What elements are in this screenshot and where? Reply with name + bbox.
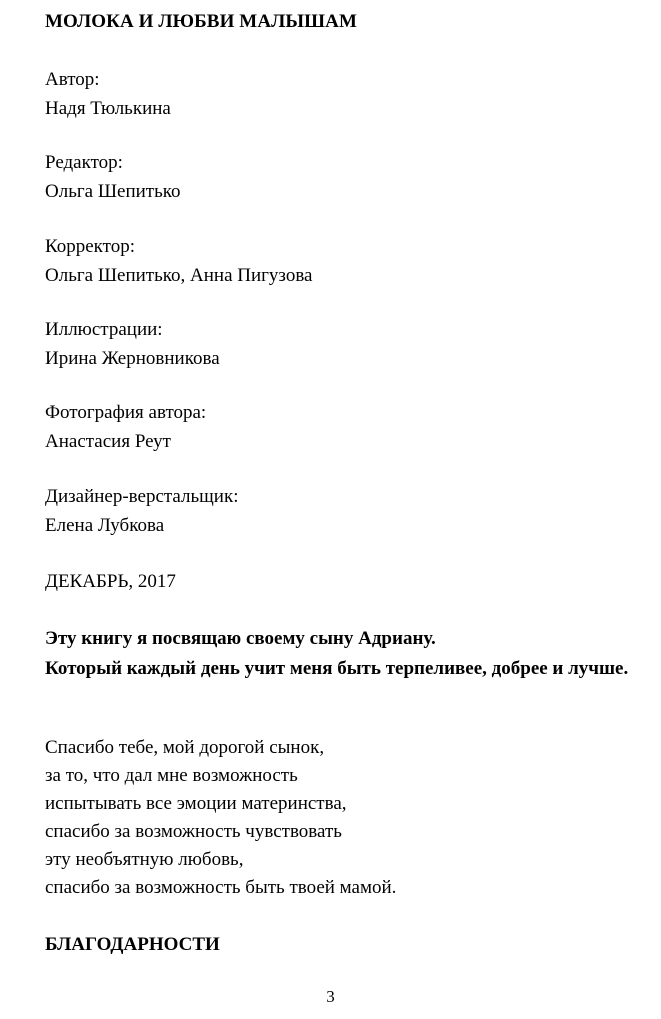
dedication — [14, 624, 654, 684]
book-title: МОЛОКА И ЛЮБВИ МАЛЫШАМ — [45, 11, 357, 32]
credit-label: Дизайнер-верстальщик: — [45, 486, 239, 507]
dedication-line: Который каждый день учит меня быть терпеливее, добрее и лучше. — [45, 658, 629, 679]
page-number: 3 — [326, 987, 335, 1006]
credit-value: Ольга Шепитько — [45, 181, 181, 202]
publication-date: ДЕКАБРЬ, 2017 — [45, 571, 176, 592]
credit-label: Автор: — [45, 69, 100, 90]
poem-line: за то, что дал мне возможность — [45, 765, 298, 786]
poem-line: эту необъятную любовь, — [45, 849, 244, 870]
credit-author — [45, 65, 171, 123]
poem — [45, 734, 396, 902]
credit-value: Елена Лубкова — [45, 515, 165, 536]
poem-line: испытывать все эмоции материнства, — [45, 793, 347, 814]
credit-value: Ольга Шепитько, Анна Пигузова — [45, 265, 313, 286]
credit-label: Фотография автора: — [45, 402, 207, 423]
credit-value: Ирина Жерновникова — [45, 348, 220, 369]
credit-designer — [45, 482, 238, 540]
credit-label: Корректор: — [45, 236, 135, 257]
credit-label: Иллюстрации: — [45, 319, 163, 340]
credit-photo — [45, 398, 206, 456]
section-heading: БЛАГОДАРНОСТИ — [45, 934, 220, 955]
credit-value: Надя Тюлькина — [45, 98, 171, 119]
credit-proofreader — [45, 232, 312, 290]
credit-editor — [45, 148, 181, 206]
poem-line: спасибо за возможность чувствовать — [45, 821, 342, 842]
poem-line: Спасибо тебе, мой дорогой сынок, — [45, 737, 325, 758]
poem-line: спасибо за возможность быть твоей мамой. — [45, 877, 397, 898]
credit-value: Анастасия Реут — [45, 431, 171, 452]
credit-label: Редактор: — [45, 152, 123, 173]
credit-illustrations — [45, 315, 220, 373]
dedication-line: Эту книгу я посвящаю своему сыну Адриану. — [45, 628, 436, 649]
